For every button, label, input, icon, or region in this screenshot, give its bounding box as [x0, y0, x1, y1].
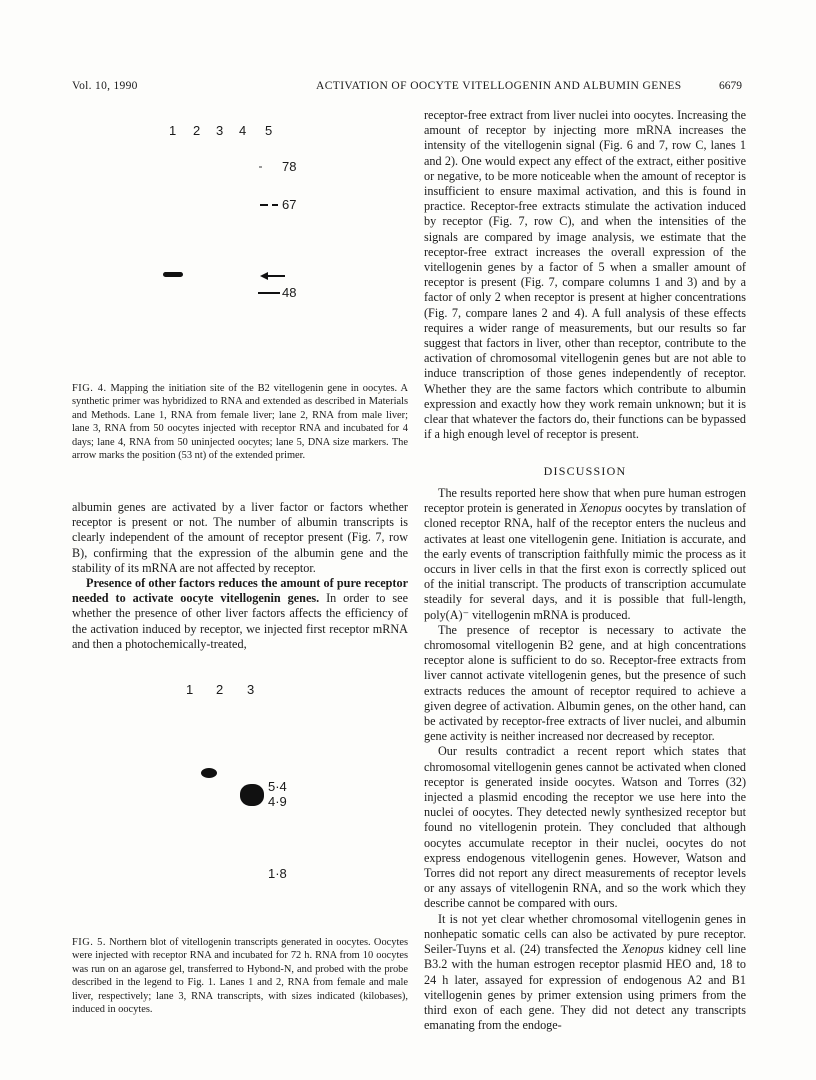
fig4-marker-48: 48	[282, 285, 297, 300]
figure-4-caption	[72, 382, 408, 462]
fig5-marker-1-8: 1·8	[268, 866, 287, 881]
subsection-heading: Presence of other factors reduces the amount of pure receptor needed to activate oocyte vitellogenin genes.	[72, 576, 408, 606]
fig4-lane-4: 4	[239, 123, 247, 138]
right-column-upper	[424, 108, 746, 442]
fig5-lane-2: 2	[216, 682, 224, 697]
figure-4-caption-label: FIG. 4.	[72, 383, 107, 394]
left-paragraph-2-text: In order to see whether the presence of other liver factors affects the efficiency of the activation induced by receptor, we injected first receptor mRNA and then a photochemically-treated,	[72, 591, 408, 651]
discussion-p4-a: It is not yet clear whether chromosomal vitellogenin genes in nonhepatic somatic cells can also be activated by pure receptor. Seiler-Tuyns et al. (24) transfected the	[424, 911, 746, 957]
left-paragraph-2	[72, 576, 408, 652]
figure-5-caption-label: FIG. 5.	[72, 937, 106, 948]
left-paragraph-1: albumin genes are activated by a liver factor or factors whether receptor is present or not. The number of albumin transcripts is clearly independent of the amount of receptor present (Fig. 7, row B), confirming that the expression of the albumin gene and the stability of its mRNA are not affected by receptor.	[72, 500, 408, 575]
discussion-paragraph-3: Our results contradict a recent report which states that chromosomal vitellogenin genes cannot be activated when cloned receptor is generated inside oocytes. Watson and Torres (32) injected a plasmid encoding the receptor we use here into the nuclei of oocytes. They detected newly synthesized receptor but found no vitellogenin protein. They concluded that although oocytes accumulate receptor in their nuclei, oocytes do not express endogenous vitellogenin genes. However, Watson and Torres did not report any direct measurements of receptor levels or any assays of vitellogenin RNA, and so the work which they describe cannot be compared with ours.	[424, 744, 746, 911]
discussion-text	[424, 486, 746, 1033]
discussion-p4-b: kidney cell line B3.2 with the human estrogen receptor plasmid HEO and, 18 to 24 h later, assayed for expression of endogenous A2 and B1 vitellogenin genes by primer extension using primers from the third exon of each gene. They did not detect any transcripts emanating from the endoge-	[424, 942, 746, 1033]
page-number: 6679	[719, 80, 742, 92]
fig4-marker-78: 78	[282, 159, 297, 174]
fig4-arrow-shaft	[267, 275, 285, 277]
discussion-p1-b: oocytes by translation of cloned receptor RNA, half of the receptor enters the nucleus and activates at least one vitellogenin gene. Initiation is accurate, and the early events of transcription faithfully mimic the process as it occurs in liver cells in that the first exon is correctly spliced out of the initial transcript. The products of transcription accumulate steadily for several days, and it is possible that full-length, poly(A)⁻ vitellogenin mRNA is produced.	[424, 501, 747, 622]
fig4-lane-3: 3	[216, 123, 224, 138]
figure-5	[60, 678, 410, 898]
fig4-lane-1: 1	[169, 123, 177, 138]
discussion-paragraph-2: The presence of receptor is necessary to activate the chromosomal vitellogenin B2 gene, and at high concentrations receptor alone is sufficient to do so. Receptor-free extracts from liver cannot activate vitellogenin genes, but the presence of such extracts reduces the amount of receptor required to achieve a given degree of activation. Albumin genes, on the other hand, can be activated by receptor-free extracts of liver nuclei, and albumin gene activity is neither increased nor decreased by receptor.	[424, 622, 746, 744]
figure-4	[60, 118, 410, 318]
right-paragraph-1: receptor-free extract from liver nuclei into oocytes. Increasing the amount of receptor by injecting more mRNA increases the intensity of the vitellogenin signal (Fig. 6 and 7, row C, lanes 1 and 2). One would expect any effect of the extract, either positive or negative, to be more noticeable when the amount of receptor is insufficient to ensure maximal activation, and this is found in practice. Receptor-free extracts stimulate the activation induced by receptor (Fig. 7, row C), and when the intensities of the signals are compared by image analysis, we estimate that the receptor-free extract increases the overall expression of the vitellogenin genes by a factor of 5 when a smaller amount of receptor is present (Fig. 7, compare columns 1 and 3) and by a factor of only 2 when receptor is present at higher concentrations (Fig. 7, compare lanes 2 and 4). A full analysis of these effects requires a wider range of measurements, but our results so far suggest that factors in liver, other than receptor, contribute to the activation of chromosomal vitellogenin genes but are not able to induce transcription of those genes independently of receptor. Whether they are the same factors which contribute to albumin expression and exactly how they work remain unknown; but it is clear that whatever the factors do, their functions can be bypassed if a high enough level of receptor is present.	[424, 108, 746, 442]
fig4-marker-band-78	[259, 166, 262, 168]
discussion-paragraph-1	[424, 486, 746, 623]
fig5-marker-5-4: 5·4	[268, 779, 287, 794]
left-column-text	[72, 500, 408, 652]
running-header	[72, 80, 742, 96]
discussion-p1-a: The results reported here show that when pure human estrogen receptor protein is generated in	[424, 486, 746, 516]
fig5-lane-3-band	[240, 784, 264, 806]
fig4-lane-2: 2	[193, 123, 201, 138]
fig4-lane-5: 5	[265, 123, 273, 138]
discussion-paragraph-4	[424, 912, 746, 1034]
discussion-p4-species: Xenopus	[621, 942, 664, 957]
fig5-lane-1: 1	[186, 682, 194, 697]
fig5-lane-3: 3	[247, 682, 255, 697]
fig4-marker-band-48	[258, 292, 280, 294]
fig4-marker-band-67b	[272, 204, 278, 206]
fig4-arrow-icon	[260, 272, 268, 280]
fig4-extended-primer-band	[163, 272, 183, 277]
figure-5-caption	[72, 936, 408, 1016]
fig5-lane-1-band	[201, 768, 217, 778]
volume-label: Vol. 10, 1990	[72, 80, 138, 92]
figure-4-caption-text: Mapping the initiation site of the B2 vitellogenin gene in oocytes. A synthetic primer was hybridized to RNA and extended as described in Materials and Methods. Lane 1, RNA from female liver; lane 2, RNA from male liver; lane 3, RNA from 50 oocytes injected with receptor RNA and incubated for 4 days; lane 4, RNA from 50 uninjected oocytes; lane 5, DNA size markers. The arrow marks the position (53 nt) of the extended primer.	[72, 383, 409, 462]
fig4-marker-67: 67	[282, 197, 297, 212]
fig4-marker-band-67	[260, 204, 268, 206]
figure-5-caption-text: Northern blot of vitellogenin transcripts generated in oocytes. Oocytes were injected with receptor RNA and incubated for 72 h. RNA from 10 oocytes was run on an agarose gel, transferred to Hybond-N, and probed with the probe described in the legend to Fig. 1. Lanes 1 and 2, RNA from female and male liver, respectively; lane 3, RNA transcripts, with sizes indicated (kilobases), induced in oocytes.	[72, 937, 408, 1016]
discussion-p1-species: Xenopus	[579, 501, 622, 516]
discussion-heading: DISCUSSION	[543, 464, 627, 478]
fig5-marker-4-9: 4·9	[268, 794, 287, 809]
running-title: ACTIVATION OF OOCYTE VITELLOGENIN AND ALBUMIN GENES	[316, 80, 682, 92]
